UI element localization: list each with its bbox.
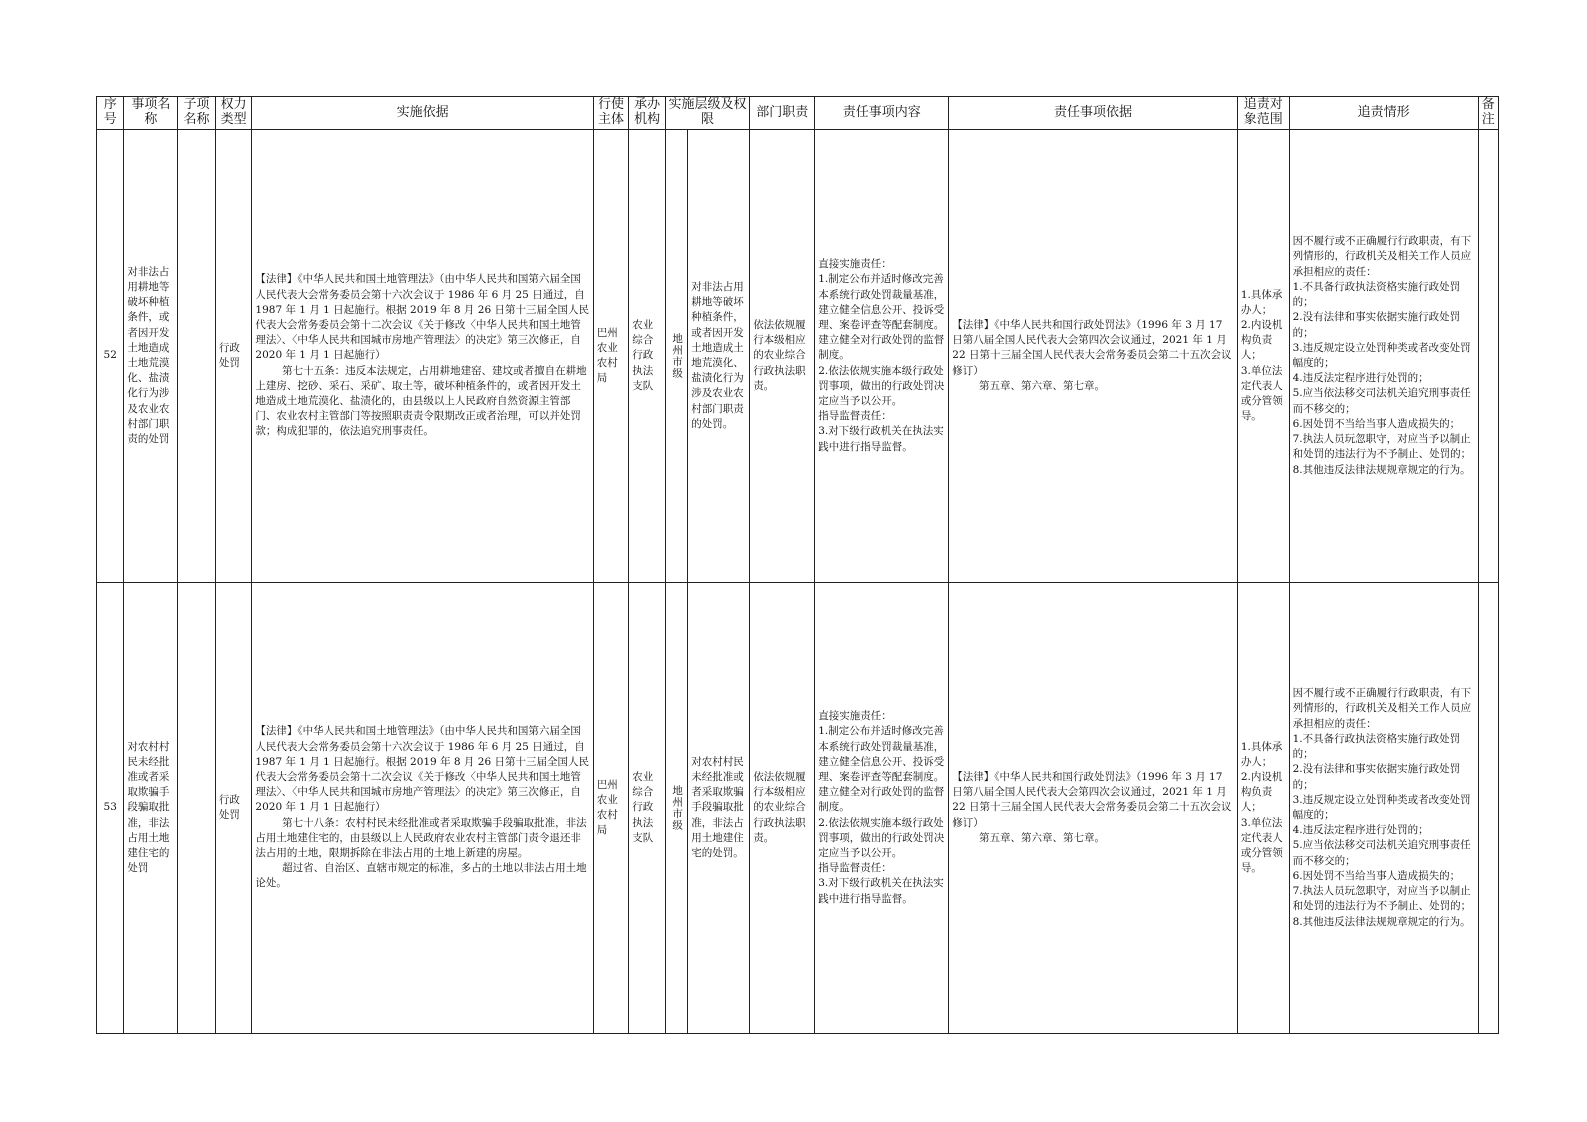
row-resp-basis: 【法律】《中华人民共和国行政处罚法》（1996 年 3 月 17 日第八届全国人民代表大会第四次会议通过，2021 年 1 月 22 日第十三届全国人民代表大会常务委员会第二十五次会议修订） 第五章、第六章、第七章。 — [949, 130, 1238, 583]
responsibility-table — [96, 96, 1499, 1034]
row-accountable: 1.具体承办人； 2.内设机构负责人； 3.单位法定代表人或分管领导。 — [1237, 130, 1289, 583]
row-agency: 农业综合行政执法支队 — [629, 583, 666, 1034]
row-subject: 巴州农业农村局 — [593, 583, 629, 1034]
row-level-scope: 对农村村民未经批准或者采取欺骗手段骗取批准，非法占用土地建住宅的处罚。 — [688, 583, 750, 1034]
row-accountable: 1.具体承办人； 2.内设机构负责人； 3.单位法定代表人或分管领导。 — [1237, 583, 1289, 1034]
row-resp-content: 直接实施责任： 1.制定公布并适时修改完善本系统行政处罚裁量基准，建立健全信息公开、投诉受理、案卷评查等配套制度。建立健全对行政处罚的监督制度。 2.依法依规实施本级行政处罚事项，做出的行政处罚决定应当予以公开。 指导监督责任： 3.对下级行政机关在执法实践中进行指导监督。 — [815, 583, 949, 1034]
row-level: 地州市级 — [671, 333, 684, 379]
row-subject: 巴州农业农村局 — [593, 130, 629, 583]
header-agency: 承办机构 — [629, 97, 666, 130]
header-seq: 序号 — [97, 97, 124, 130]
row-dept-duty: 依法依规履行本级相应的农业综合行政执法职责。 — [750, 130, 815, 583]
row-remark — [1478, 583, 1498, 1034]
row-sub-name — [178, 583, 216, 1034]
row-dept-duty: 依法依规履行本级相应的农业综合行政执法职责。 — [750, 583, 815, 1034]
header-accountable: 追责对象范围 — [1237, 97, 1289, 130]
header-row — [97, 97, 1499, 130]
row-remark — [1478, 130, 1498, 583]
row-item-name: 对非法占用耕地等破坏种植条件，或者因开发土地造成土地荒漠化、盐渍化行为涉及农业农村部门职责的处罚 — [124, 130, 178, 583]
header-dept-duty: 部门职责 — [750, 97, 815, 130]
row-level-scope: 对非法占用耕地等破坏种植条件，或者因开发土地造成土地荒漠化、盐渍化行为涉及农业农村部门职责的处罚。 — [688, 130, 750, 583]
row-basis: 【法律】《中华人民共和国土地管理法》（由中华人民共和国第六届全国人民代表大会常务委员会第十六次会议于 1986 年 6 月 25 日通过，自 1987 年 1 月 1 日起施行。根据 2019 年 8 月 26 日第十三届全国人民代表大会常务委员会第十二次会议《关于修改〈中华人民共和国土地管理法〉、〈中华人民共和国城市房地产管理法〉的决定》第三次修正，自 2020 年 1 月 1 日起施行） 第七十五条：违反本法规定，占用耕地建窑、建坟或者擅自在耕地上建房、挖砂、采石、采矿、取土等，破坏种植条件的，或者因开发土地造成土地荒漠化、盐渍化的，由县级以上人民政府自然资源主管部门、农业农村主管部门等按照职责责令限期改正或者治理，可以并处罚款；构成犯罪的，依法追究刑事责任。 — [252, 130, 593, 583]
table-row — [97, 583, 1499, 1034]
row-level: 地州市级 — [671, 785, 684, 831]
row-basis: 【法律】《中华人民共和国土地管理法》（由中华人民共和国第六届全国人民代表大会常务委员会第十六次会议于 1986 年 6 月 25 日通过，自 1987 年 1 月 1 日起施行。根据 2019 年 8 月 26 日第十三届全国人民代表大会常务委员会第十二次会议《关于修改〈中华人民共和国土地管理法〉、〈中华人民共和国城市房地产管理法〉的决定》第三次修正，自 2020 年 1 月 1 日起施行） 第七十八条：农村村民未经批准或者采取欺骗手段骗取批准，非法占用土地建住宅的，由县级以上人民政府农业农村主管部门责令退还非法占用的土地，限期拆除在非法占用的土地上新建的房屋。 超过省、自治区、直辖市规定的标准，多占的土地以非法占用土地论处。 — [252, 583, 593, 1034]
row-seq: 53 — [97, 583, 124, 1034]
header-resp-content: 责任事项内容 — [815, 97, 949, 130]
row-seq: 52 — [97, 130, 124, 583]
row-power-type: 行政处罚 — [215, 130, 252, 583]
header-remark: 备注 — [1478, 97, 1498, 130]
row-resp-basis: 【法律】《中华人民共和国行政处罚法》（1996 年 3 月 17 日第八届全国人民代表大会第四次会议通过，2021 年 1 月 22 日第十三届全国人民代表大会常务委员会第二十五次会议修订） 第五章、第六章、第七章。 — [949, 583, 1238, 1034]
table-row — [97, 130, 1499, 583]
header-resp-basis: 责任事项依据 — [949, 97, 1238, 130]
header-accountability: 追责情形 — [1289, 97, 1478, 130]
row-accountability: 因不履行或不正确履行行政职责，有下列情形的，行政机关及相关工作人员应承担相应的责任： 1.不具备行政执法资格实施行政处罚的； 2.没有法律和事实依据实施行政处罚的； 3.违反规定设立处罚种类或者改变处罚幅度的； 4.违反法定程序进行处罚的； 5.应当依法移交司法机关追究刑事责任而不移交的； 6.因处罚不当给当事人造成损失的； 7.执法人员玩忽职守，对应当予以制止和处罚的违法行为不予制止、处罚的； 8.其他违反法律法规规章规定的行为。 — [1289, 583, 1478, 1034]
header-level: 实施层级及权限 — [665, 97, 749, 130]
row-resp-content: 直接实施责任： 1.制定公布并适时修改完善本系统行政处罚裁量基准，建立健全信息公开、投诉受理、案卷评查等配套制度。建立健全对行政处罚的监督制度。 2.依法依规实施本级行政处罚事项，做出的行政处罚决定应当予以公开。 指导监督责任： 3.对下级行政机关在执法实践中进行指导监督。 — [815, 130, 949, 583]
row-accountability: 因不履行或不正确履行行政职责，有下列情形的，行政机关及相关工作人员应承担相应的责任： 1.不具备行政执法资格实施行政处罚的； 2.没有法律和事实依据实施行政处罚的； 3.违反规定设立处罚种类或者改变处罚幅度的； 4.违反法定程序进行处罚的； 5.应当依法移交司法机关追究刑事责任而不移交的； 6.因处罚不当给当事人造成损失的； 7.执法人员玩忽职守，对应当予以制止和处罚的违法行为不予制止、处罚的； 8.其他违反法律法规规章规定的行为。 — [1289, 130, 1478, 583]
header-item-name: 事项名称 — [124, 97, 178, 130]
row-item-name: 对农村村民未经批准或者采取欺骗手段骗取批准，非法占用土地建住宅的处罚 — [124, 583, 178, 1034]
header-subject: 行使主体 — [593, 97, 629, 130]
header-basis: 实施依据 — [252, 97, 593, 130]
header-sub-name: 子项名称 — [178, 97, 216, 130]
row-power-type: 行政处罚 — [215, 583, 252, 1034]
row-agency: 农业综合行政执法支队 — [629, 130, 666, 583]
row-sub-name — [178, 130, 216, 583]
header-power-type: 权力类型 — [215, 97, 252, 130]
